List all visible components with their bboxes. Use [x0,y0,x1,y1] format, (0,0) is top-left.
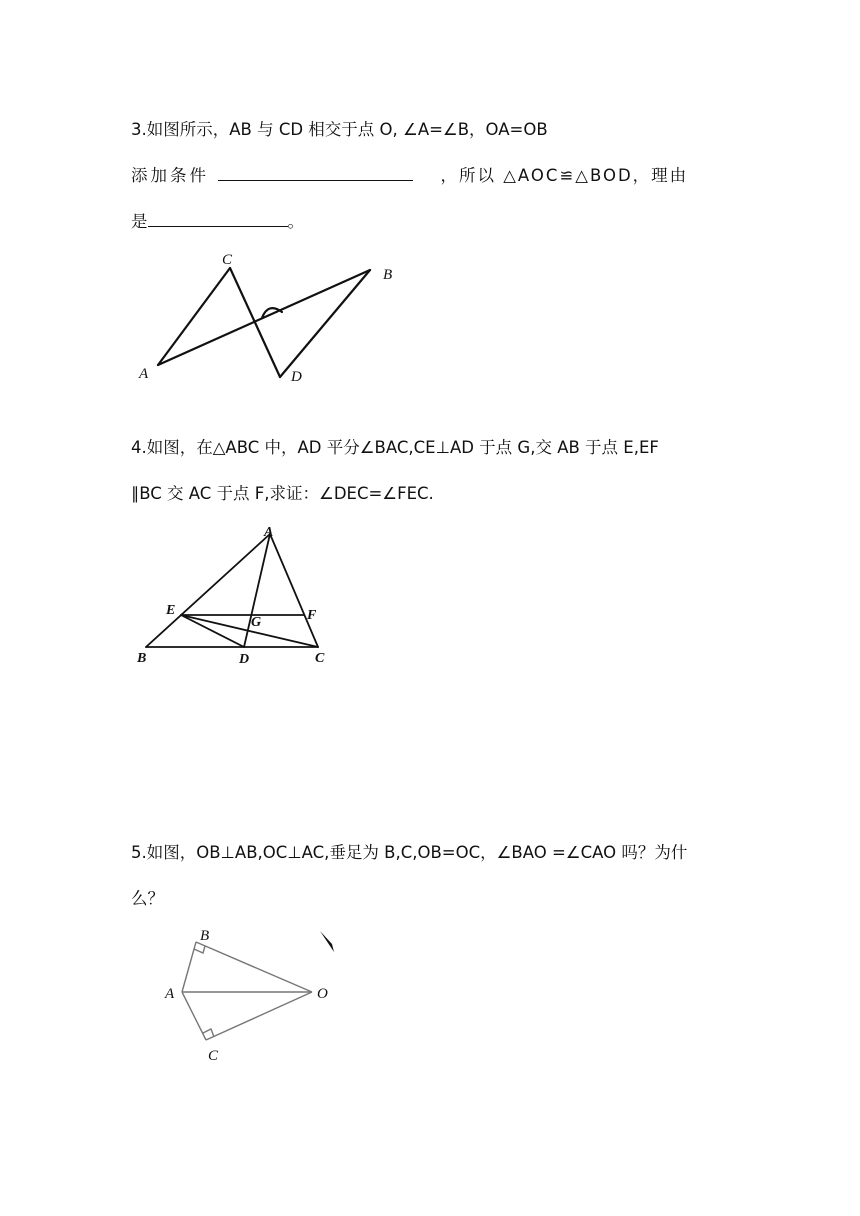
q4-label-C: C [315,651,325,666]
q5-line-1: 5.如图，OB⊥AB,OC⊥AC,垂足为 B,C,OB=OC，∠BAO =∠CAO 吗？为什 [131,843,688,862]
q4-label-G: G [251,615,262,630]
q3-label-C: C [222,252,233,268]
q5-label-A: A [165,986,175,1002]
q4-label-E: E [166,603,176,618]
q3-label-D: D [291,369,302,385]
q3-line-2-end: ，所以 △AOC≌△BOD，理由 [440,166,689,185]
q4-label-B: B [137,651,147,666]
q3-label-B: B [383,267,393,283]
q4-label-A: A [264,525,274,540]
q4-label-D: D [239,652,250,667]
q5-label-C: C [208,1048,219,1064]
q4-label-F: F [307,608,317,623]
q3-line-1: 3.如图所示，AB 与 CD 相交于点 O, ∠A=∠B，OA=OB [131,120,548,139]
q5-segment-AC [182,992,206,1040]
q3-line-3-start: 是 [131,212,148,231]
q4-line-2: ∥BC 交 AC 于点 F,求证：∠DEC=∠FEC. [131,484,434,503]
q5-label-O: O [317,986,328,1002]
q5-segment-CO [206,992,312,1040]
q5-right-angle-B [194,946,205,953]
q5-segment-BO [196,942,312,992]
q5-line-2: 么？ [131,889,164,908]
q3-line-2-start: 添加条件 [131,166,209,185]
q4-line-1: 4.如图，在△ABC 中，AD 平分∠BAC,CE⊥AD 于点 G,交 AB 于点 E,EF [131,438,659,457]
q3-line-3-end: 。 [287,212,304,231]
q3-label-A: A [139,366,149,382]
q5-stray-mark [320,931,334,952]
q5-label-B: B [200,928,210,944]
